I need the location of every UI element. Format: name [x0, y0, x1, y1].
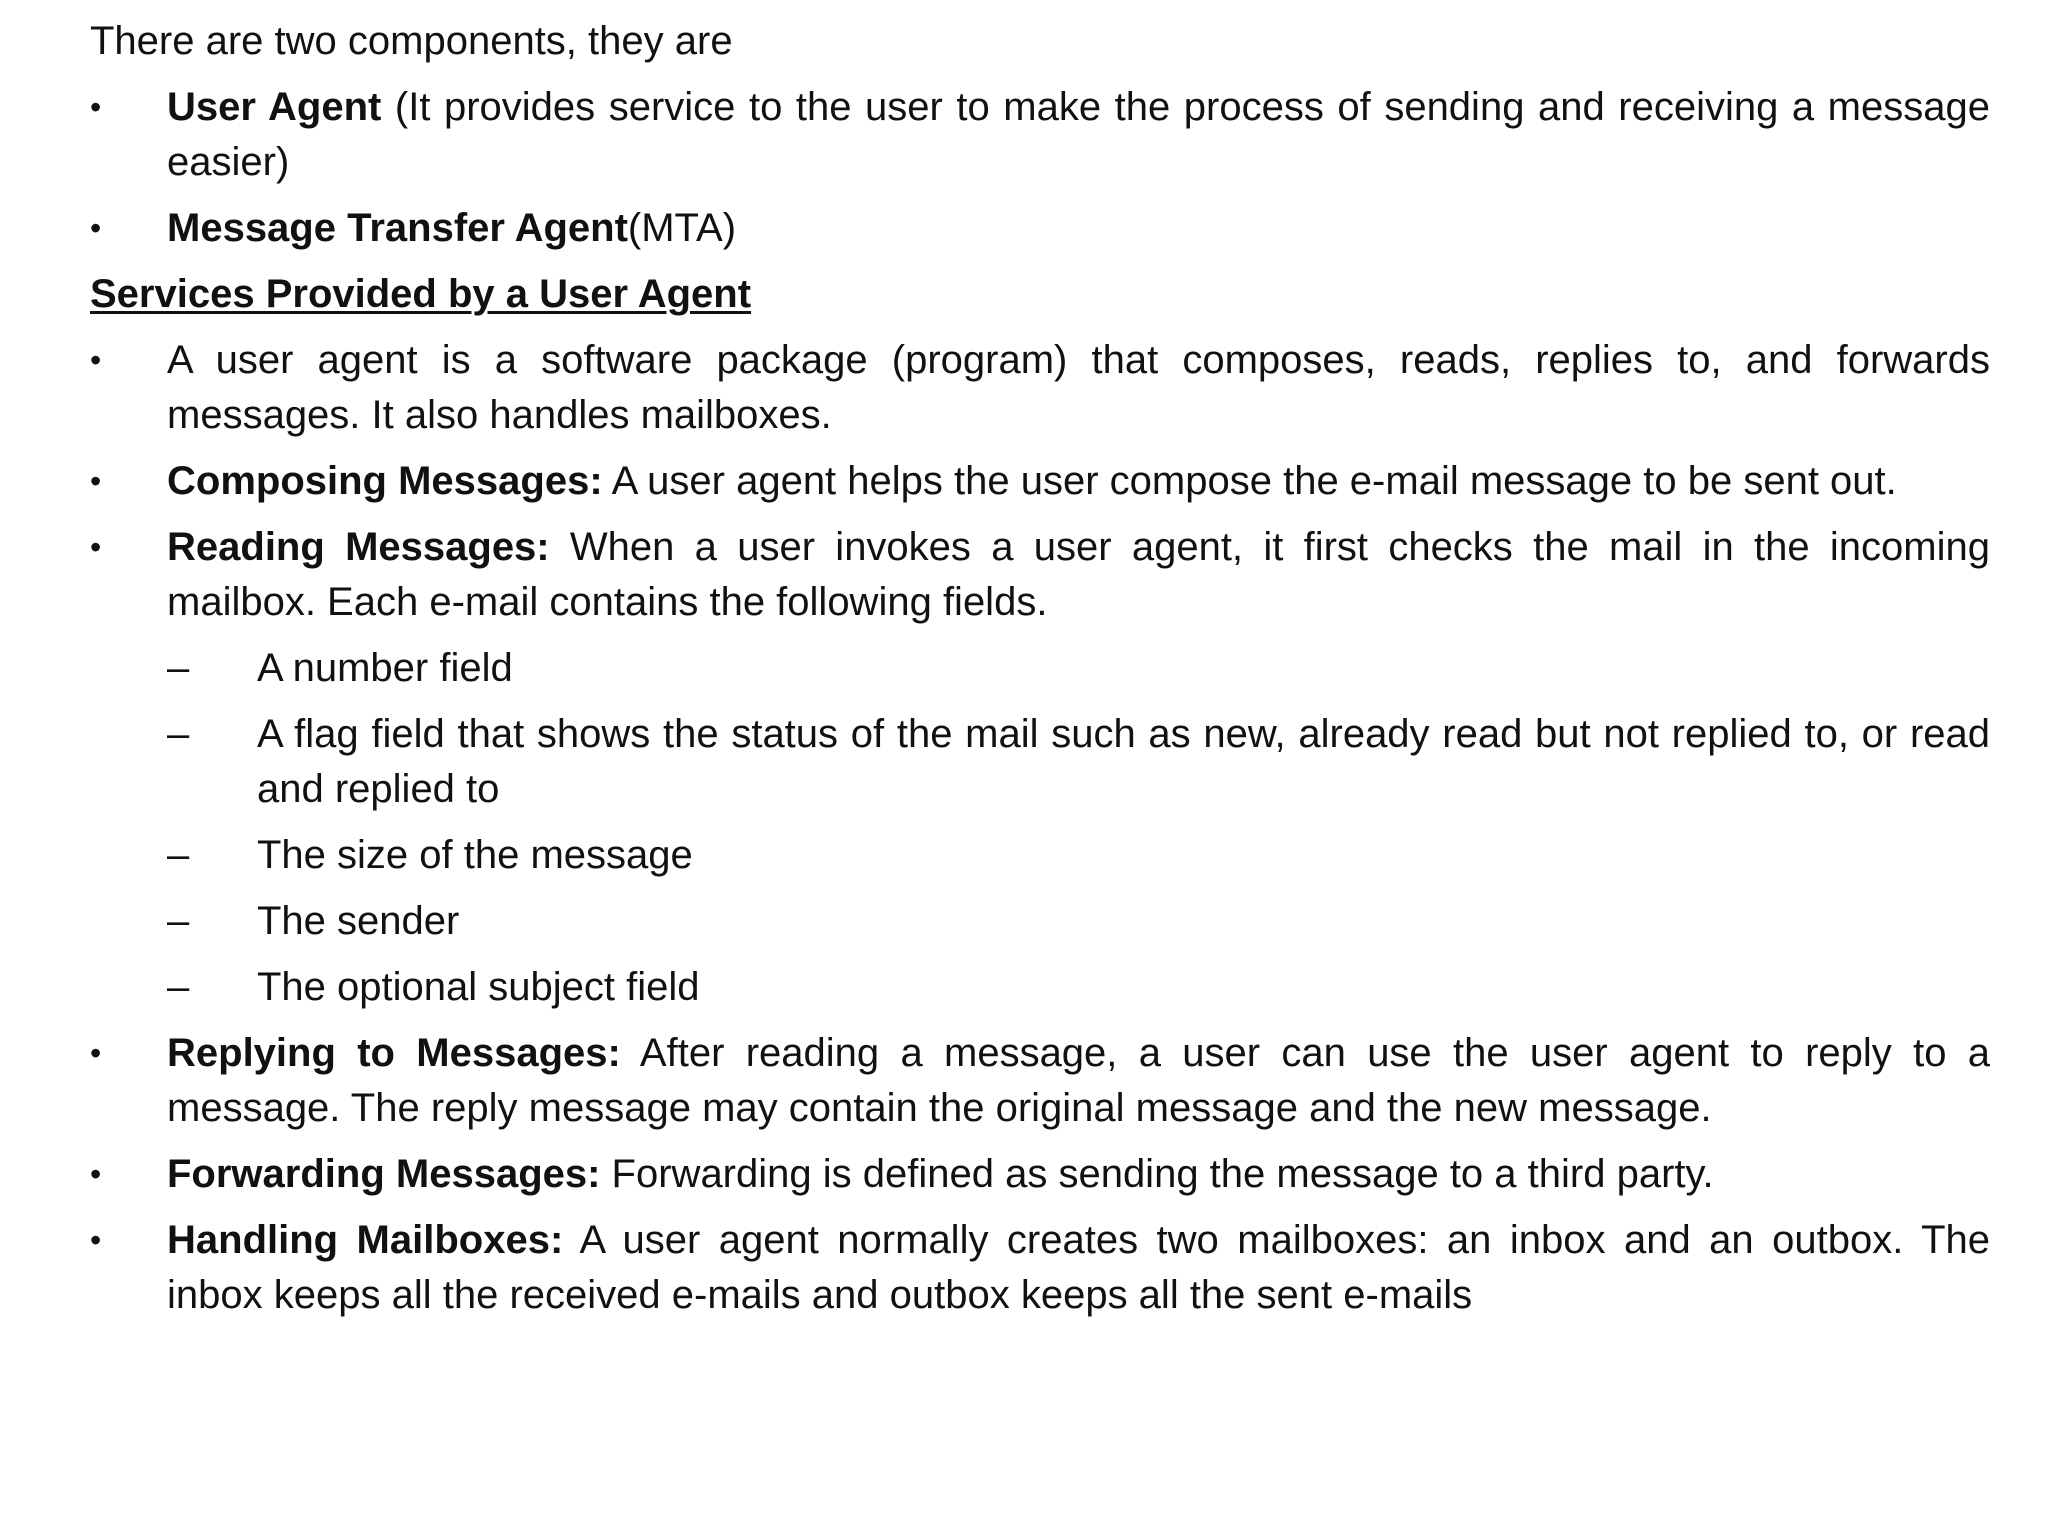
item-text: After reading a message, a user can use the user agent to reply to a message. The reply message may contain the original message and the new message.	[167, 1031, 1990, 1130]
item-text: (It provides service to the user to make the process of sending and receiving a message easier)	[167, 85, 1990, 184]
sublist-item-text: A flag field that shows the status of the mail such as new, already read but not replied to, or read and replied to	[257, 712, 1990, 811]
list-item-replying	[90, 1026, 1990, 1136]
intro-text: There are two components, they are	[90, 19, 733, 63]
dash-marker: –	[167, 646, 190, 690]
dash-marker: –	[167, 899, 190, 943]
document-page	[90, 14, 1990, 1334]
sublist-item	[167, 828, 1990, 883]
item-text: A user agent is a software package (program) that composes, reads, replies to, and forwards messages. It also handles mailboxes.	[167, 338, 1990, 437]
services-list	[90, 333, 1990, 1323]
item-text: A user agent normally creates two mailboxes: an inbox and an outbox. The inbox keeps all the received e-mails and outbox keeps all the sent e-mails	[167, 1218, 1990, 1317]
components-list	[90, 80, 1990, 256]
item-text: (MTA)	[627, 206, 737, 250]
bullet-marker: •	[90, 1156, 102, 1192]
dash-marker: –	[167, 965, 190, 1009]
list-item-services-intro	[90, 333, 1990, 443]
bullet-marker: •	[90, 463, 102, 499]
dash-marker: –	[167, 712, 190, 756]
bullet-marker: •	[90, 1222, 102, 1258]
dash-marker: –	[167, 833, 190, 877]
list-item-reading	[90, 520, 1990, 1015]
bullet-marker: •	[90, 529, 102, 565]
term-label: User Agent	[167, 85, 382, 129]
sublist-item	[167, 707, 1990, 817]
bullet-marker: •	[90, 89, 102, 125]
list-item-mta	[90, 201, 1990, 256]
term-label: Message Transfer Agent	[167, 206, 628, 250]
sublist-item	[167, 960, 1990, 1015]
bullet-marker: •	[90, 210, 102, 246]
bullet-marker: •	[90, 342, 102, 378]
list-item-handling	[90, 1213, 1990, 1323]
term-label: Composing Messages:	[167, 459, 603, 503]
list-item-user-agent	[90, 80, 1990, 190]
term-label: Replying to Messages:	[167, 1031, 621, 1075]
item-text: When a user invokes a user agent, it first checks the mail in the incoming mailbox. Each e-mail contains the following fields.	[167, 525, 1990, 624]
sublist-item	[167, 641, 1990, 696]
list-item-composing	[90, 454, 1990, 509]
sublist-item-text: The sender	[257, 899, 460, 943]
sublist-item	[167, 894, 1990, 949]
item-text: A user agent helps the user compose the e-mail message to be sent out.	[602, 459, 1897, 503]
bullet-marker: •	[90, 1035, 102, 1071]
term-label: Handling Mailboxes:	[167, 1218, 564, 1262]
list-item-forwarding	[90, 1147, 1990, 1202]
sublist-item-text: The optional subject field	[257, 965, 700, 1009]
item-text: Forwarding is defined as sending the message to a third party.	[600, 1152, 1714, 1196]
sublist-item-text: A number field	[257, 646, 513, 690]
fields-sublist	[167, 641, 1990, 1015]
term-label: Reading Messages:	[167, 525, 550, 569]
term-label: Forwarding Messages:	[167, 1152, 601, 1196]
sublist-item-text: The size of the message	[257, 833, 693, 877]
section-heading: Services Provided by a User Agent	[90, 272, 752, 316]
